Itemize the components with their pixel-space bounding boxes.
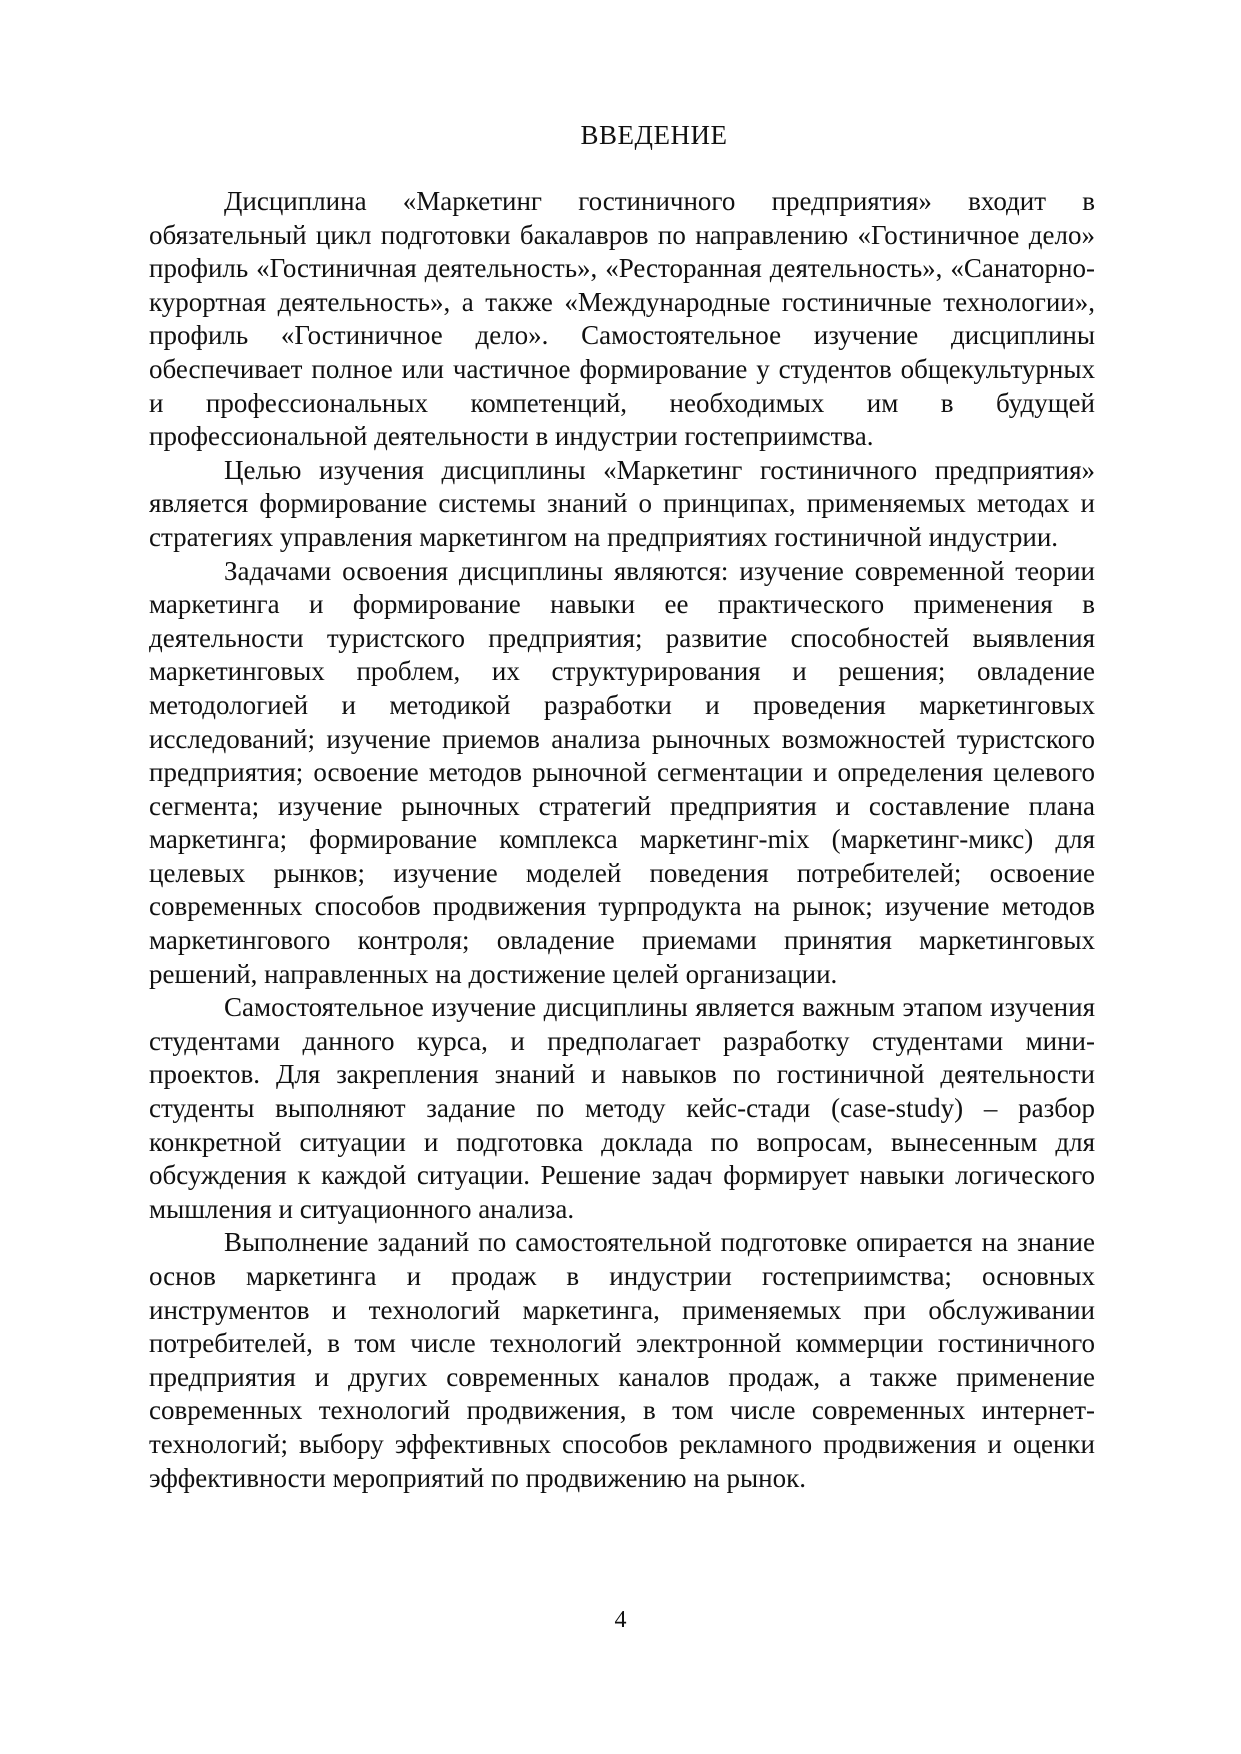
paragraph-independent-study: Самостоятельное изучение дисциплины является важным этапом изучения студентами данного курса, и предполагает разработку студентами мини-проектов. Для закрепления знаний и навыков по гостиничной деятельности студенты выполняют задание по методу кейс-стади (case-study) – разбор конкретной ситуации и подготовка доклада по вопросам, вынесенным для обсуждения к каждой ситуации. Решение задач формирует навыки логического мышления и ситуационного анализа. [149, 992, 1095, 1224]
paragraph-discipline-tasks: Задачами освоения дисциплины являются: изучение современной теории маркетинга и формирование навыки ее практического применения в деятельности туристского предприятия; развитие способностей выявления маркетинговых проблем, их структурирования и решения; овладение методологией и методикой разработки и проведения маркетинговых исследований; изучение приемов анализа рыночных возможностей туристского предприятия; освоение методов рыночной сегментации и определения целевого сегмента; изучение рыночных стратегий предприятия и составление плана маркетинга; формирование комплекса маркетинг-mix (маркетинг-микс) для целевых рынков; изучение моделей поведения потребителей; освоение современных способов продвижения турпродукта на рынок; изучение методов маркетингового контроля; овладение приемами принятия маркетинговых решений, направленных на достижение целей организации. [149, 555, 1095, 989]
page-title: ВВЕДЕНИЕ [580, 120, 728, 150]
page-number: 4 [614, 1607, 627, 1633]
body-text [149, 185, 1095, 1495]
paragraph-discipline-overview: Дисциплина «Маркетинг гостиничного предприятия» входит в обязательный цикл подготовки бакалавров по направлению «Гостиничное дело» профиль «Гостиничная деятельность», «Ресторанная деятельность», «Санаторно-курортная деятельность», а также «Международные гостиничные технологии», профиль «Гостиничное дело». Самостоятельное изучение дисциплины обеспечивает полное или частичное формирование у студентов общекультурных и профессиональных компетенций, необходимых им в будущей профессиональной деятельности в индустрии гостеприимства. [149, 186, 1095, 452]
paragraph-discipline-goal: Целью изучения дисциплины «Маркетинг гостиничного предприятия» является формирование системы знаний о принципах, применяемых методах и стратегиях управления маркетингом на предприятиях гостиничной индустрии. [149, 454, 1095, 552]
paragraph-assignments-basis: Выполнение заданий по самостоятельной подготовке опирается на знание основ маркетинга и продаж в индустрии гостеприимства; основных инструментов и технологий маркетинга, применяемых при обслуживании потребителей, в том числе технологий электронной коммерции гостиничного предприятия и других современных каналов продаж, а также применение современных технологий продвижения, в том числе современных интернет-технологий; выбору эффективных способов рекламного продвижения и оценки эффективности мероприятий по продвижению на рынок. [149, 1227, 1095, 1493]
